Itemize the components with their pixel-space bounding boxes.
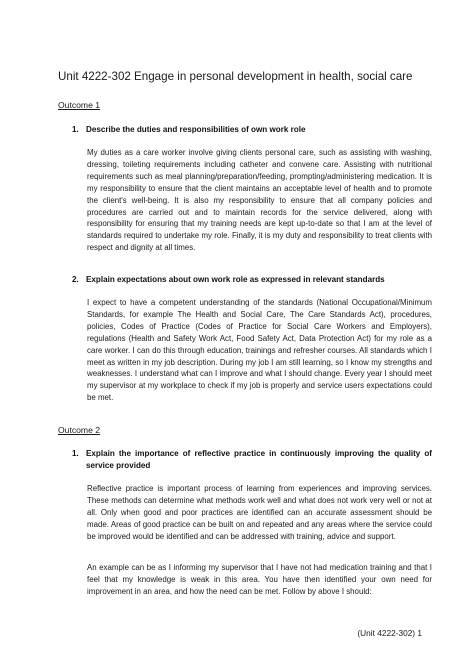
question-2-1 — [72, 448, 432, 472]
question-number: 1. — [72, 125, 79, 134]
question-text: Explain expectations about own work role as expressed in relevant standards — [86, 275, 385, 284]
answer-1-1: My duties as a care worker involve giving clients personal care, such as assisting with washing, dressing, toileting requirements including catheter and convene care. Assisting with nutritional requirements such as meal planning/preparation/feeding, prompting/administering medication. It is my responsibility to ensure that the client maintains an acceptable level of health and to promote the client's well-being. It is also my responsibility to ensure that all company policies and procedures are carried out and to maintain records for the service delivered, along with responsibility for ensuring that my training needs are kept up-to-date so that I am at the level of standards required to undertake my role. Finally, it is my duty and responsibility to treat clients with respect and dignity at all times. — [87, 148, 432, 253]
answer-2-1-paragraph-1: Reflective practice is important process of learning from experiences and improving services. These methods can determine what methods work well and what does not work very well or not at all. Only when good and poor practices are identified can an accurate assessment should be made. Areas of good practice can be built on and repeated and any areas where the service could be improved would be identified and can be addressed with training, advice and support. — [87, 484, 432, 541]
question-number: 1. — [72, 449, 79, 458]
question-text: Explain the importance of reflective practice in continuously improving the quality of service provided — [86, 449, 432, 470]
question-1-1 — [72, 124, 432, 136]
question-number: 2. — [72, 275, 79, 284]
outcome-2-heading: Outcome 2 — [58, 425, 101, 435]
question-1-2 — [72, 274, 432, 286]
answer-1-2: I expect to have a competent understanding of the standards (National Occupational/Minimum Standards, for example The Health and Social Care, The Care Standards Act), procedures, policies, Codes of Practice (Codes of Practice for Social Care Workers and Employers), regulations (Health and Safety Work Act, Food Safety Act, Data Protection Act) for my role as a care worker. I can do this through education, trainings and refresher courses. All standards which I meet as written in my job description. During my job I am still learning, so I know my strengths and weaknesses. I understand what can I improve and what I should change. Every year I should meet my supervisor at my workplace to check if my job is properly and service users expectations could be met. — [87, 298, 432, 403]
document-title: Unit 4222-302 Engage in personal development in health, social care — [58, 70, 413, 83]
question-text: Describe the duties and responsibilities of own work role — [86, 125, 306, 134]
outcome-1-heading: Outcome 1 — [58, 100, 101, 110]
answer-2-1-paragraph-2: An example can be as I informing my supervisor that I have not had medication training and that I feel that my knowledge is weak in this area. You have then identified your own need for improvement in an area, and how the need can be met. Follow by above I should: — [87, 563, 432, 596]
page-footer: (Unit 4222-302) 1 — [357, 628, 422, 638]
